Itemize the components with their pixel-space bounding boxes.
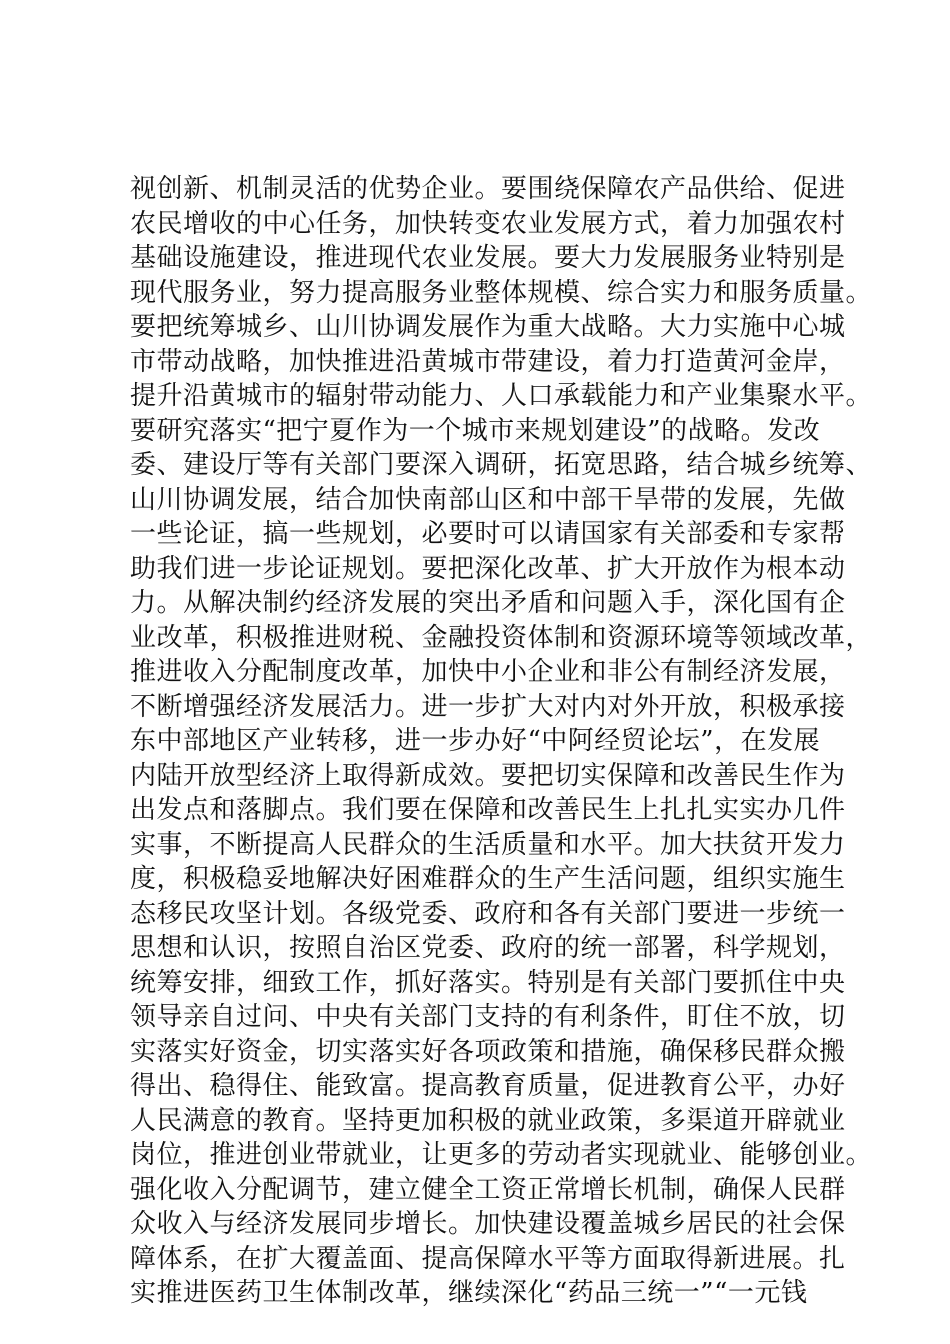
text-line: 思想和认识，按照自治区党委、政府的统一部署，科学规划， (130, 933, 846, 963)
text-line: 业改革，积极推进财税、金融投资体制和资源环境等领域改革， (130, 622, 873, 653)
text-line: 委、建设厅等有关部门要深入调研，拓宽思路，结合城乡统筹、 (130, 450, 873, 480)
text-line: 度，积极稳妥地解决好困难群众的生产生活问题，组织实施生 (130, 864, 846, 894)
text-line: 出发点和落脚点。我们要在保障和改善民生上扎扎实实办几件 (130, 795, 846, 825)
text-line: 得出、稳得住、能致富。提高教育质量，促进教育公平，办好 (130, 1071, 846, 1101)
text-line: 岗位，推进创业带就业，让更多的劳动者实现就业、能够创业。 (130, 1140, 873, 1170)
text-line: 市带动战略，加快推进沿黄城市带建设，着力打造黄河金岸， (130, 346, 846, 377)
text-line: 视创新、机制灵活的优势企业。要围绕保障农产品供给、促进 (130, 174, 846, 204)
text-line: 要研究落实“把宁夏作为一个城市来规划建设”的战略。发改 (130, 415, 821, 446)
text-line: 统筹安排，细致工作，抓好落实。特别是有关部门要抓住中央 (130, 967, 846, 998)
text-line: 一些论证，搞一些规划，必要时可以请国家有关部委和专家帮 (130, 519, 846, 549)
text-line: 东中部地区产业转移，进一步办好“中阿经贸论坛”，在发展 (130, 726, 821, 756)
body-paragraph (130, 172, 873, 1311)
text-line: 众收入与经济发展同步增长。加快建设覆盖城乡居民的社会保 (130, 1209, 846, 1239)
text-line: 强化收入分配调节，建立健全工资正常增长机制，确保人民群 (130, 1174, 846, 1205)
text-line: 人民满意的教育。坚持更加积极的就业政策，多渠道开辟就业 (130, 1105, 846, 1136)
text-line: 力。从解决制约经济发展的突出矛盾和问题入手，深化国有企 (130, 588, 846, 618)
text-line: 要把统筹城乡、山川协调发展作为重大战略。大力实施中心城 (130, 312, 846, 342)
text-line: 基础设施建设，推进现代农业发展。要大力发展服务业特别是 (130, 243, 846, 273)
text-line: 提升沿黄城市的辐射带动能力、人口承载能力和产业集聚水平。 (130, 381, 873, 411)
text-line: 领导亲自过问、中央有关部门支持的有利条件，盯住不放，切 (130, 1002, 846, 1032)
text-line: 农民增收的中心任务，加快转变农业发展方式，着力加强农村 (130, 208, 846, 239)
text-line: 现代服务业，努力提高服务业整体规模、综合实力和服务质量。 (130, 277, 873, 308)
text-line: 内陆开放型经济上取得新成效。要把切实保障和改善民生作为 (130, 760, 846, 791)
text-line: 障体系，在扩大覆盖面、提高保障水平等方面取得新进展。扎 (130, 1243, 846, 1274)
text-line: 助我们进一步论证规划。要把深化改革、扩大开放作为根本动 (130, 553, 846, 584)
text-line: 推进收入分配制度改革，加快中小企业和非公有制经济发展， (130, 657, 846, 687)
text-line: 实推进医药卫生体制改革，继续深化“药品三统一”“一元钱 (130, 1278, 808, 1308)
text-line: 实落实好资金，切实落实好各项政策和措施，确保移民群众搬 (130, 1036, 846, 1067)
text-line: 实事，不断提高人民群众的生活质量和水平。加大扶贫开发力 (130, 829, 846, 860)
text-line: 态移民攻坚计划。各级党委、政府和各有关部门要进一步统一 (130, 898, 846, 929)
text-line: 山川协调发展，结合加快南部山区和中部干旱带的发展，先做 (130, 484, 846, 515)
text-line: 不断增强经济发展活力。进一步扩大对内对外开放，积极承接 (130, 691, 846, 722)
